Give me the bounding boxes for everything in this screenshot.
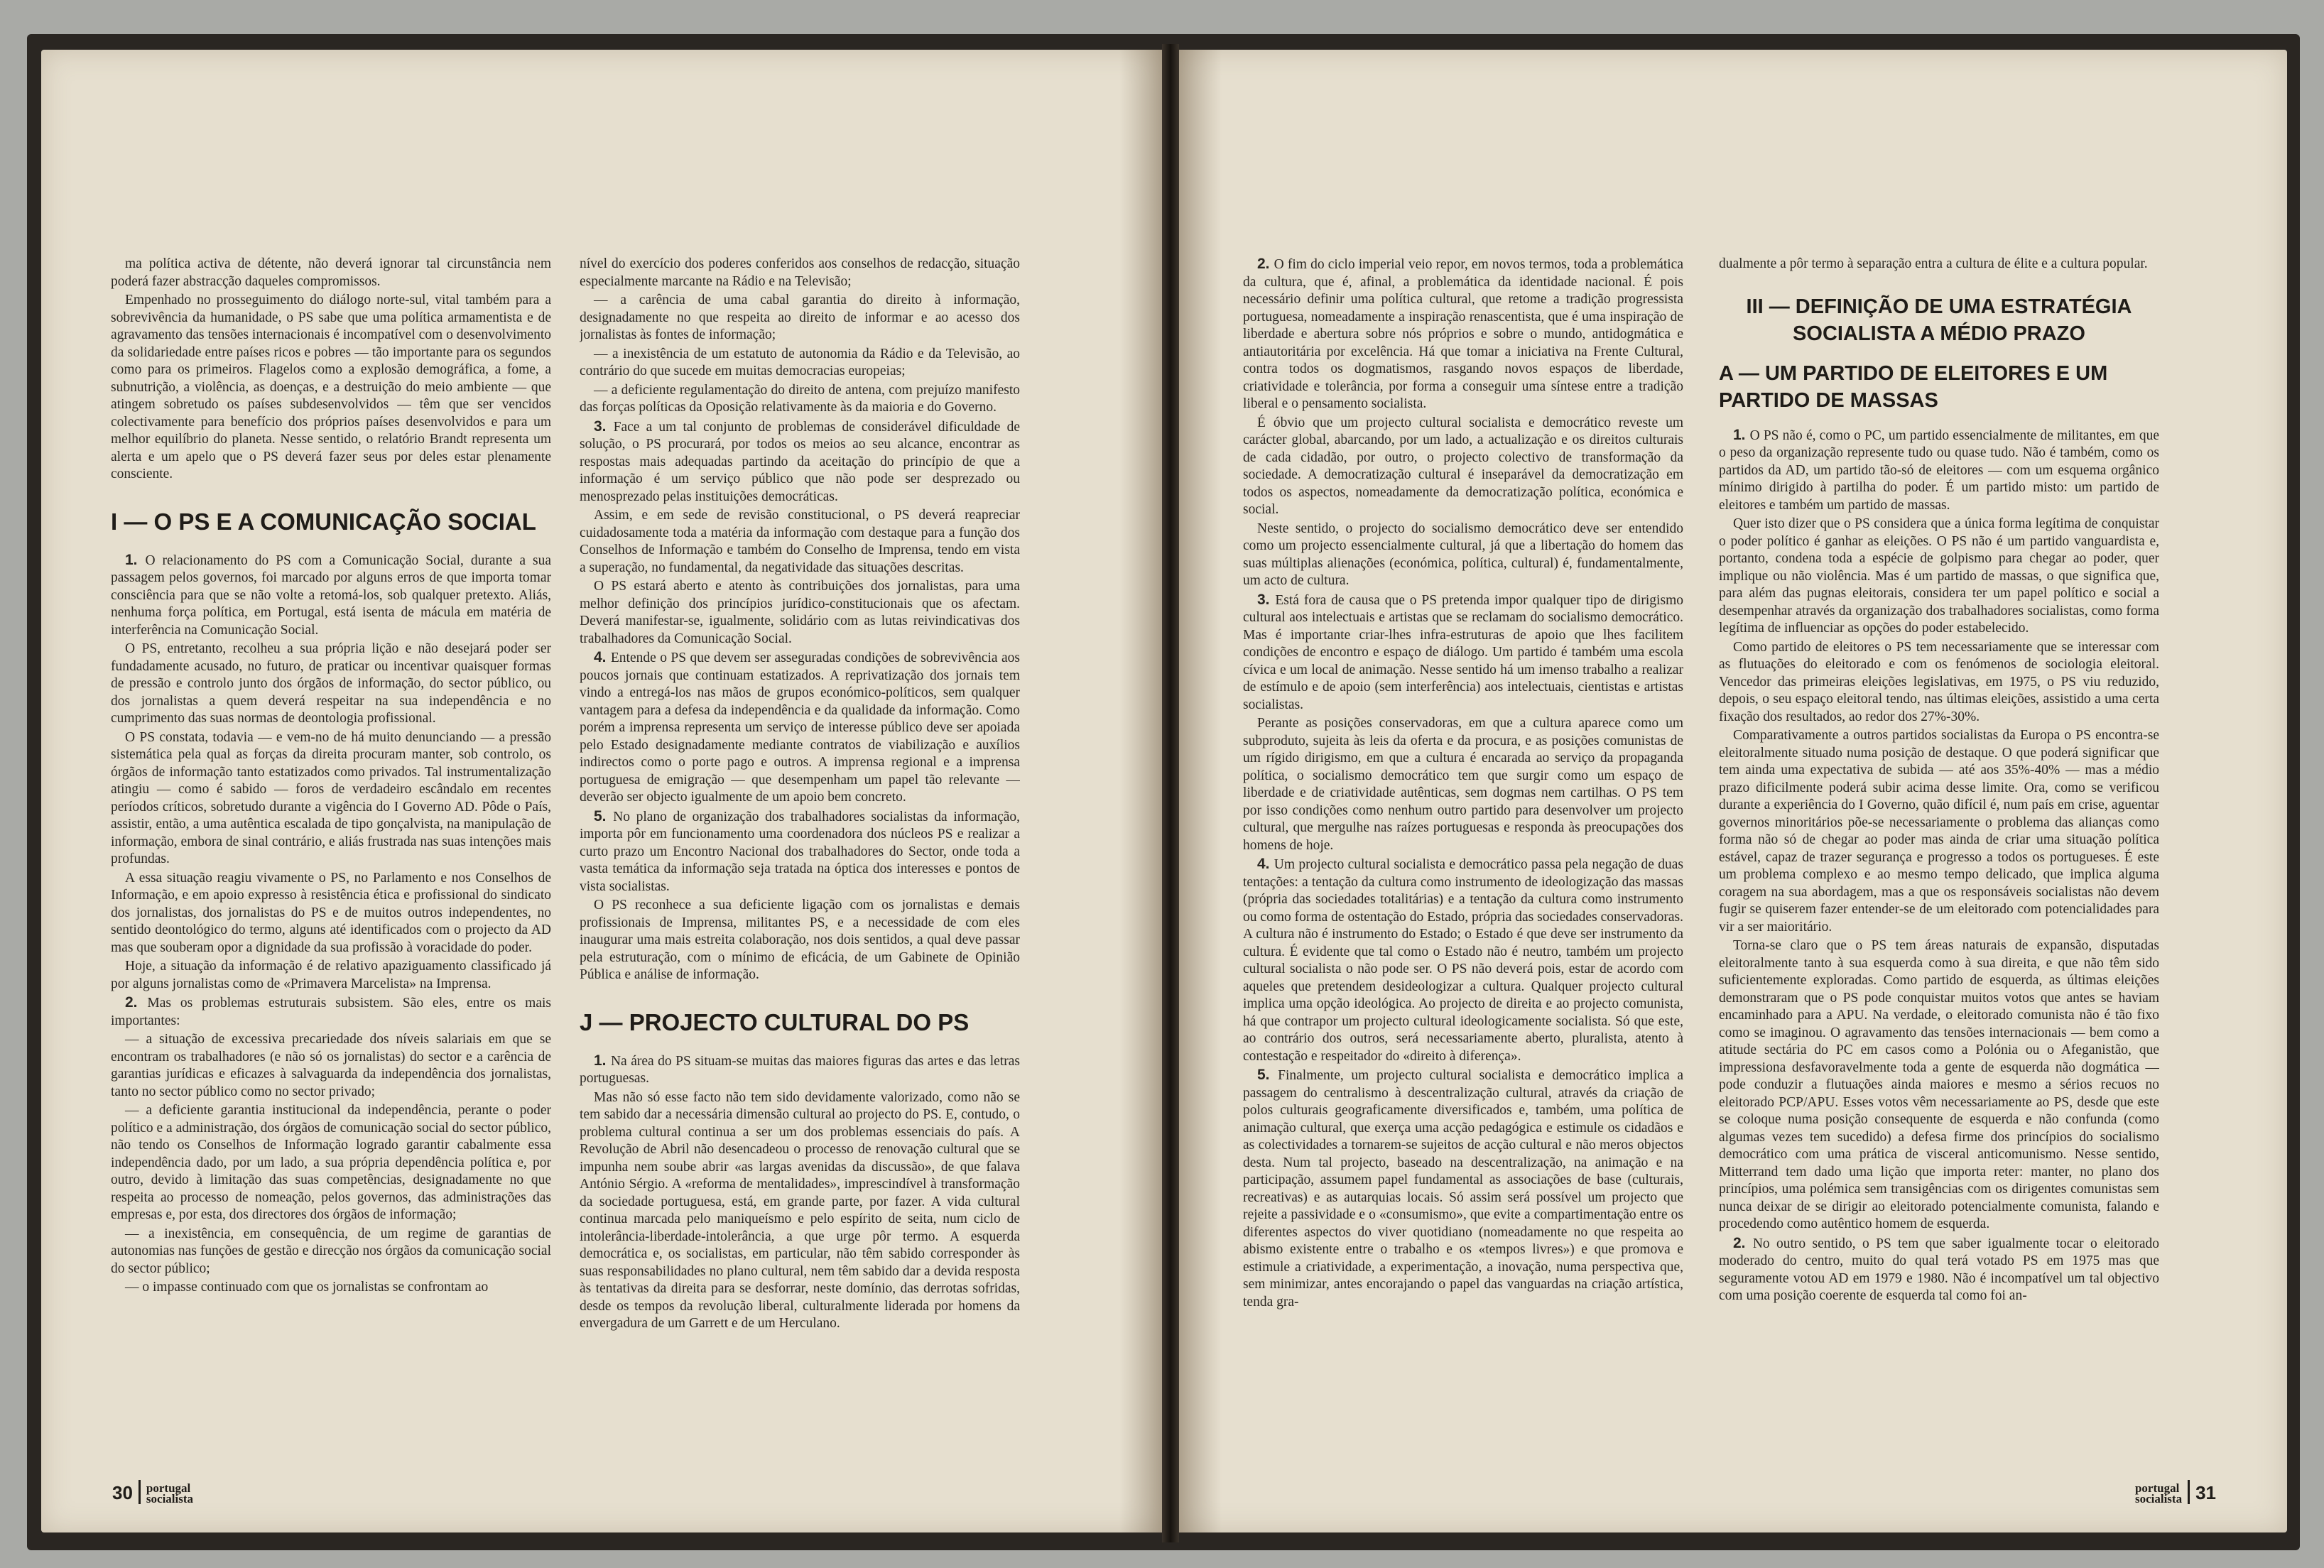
left-page bbox=[41, 50, 1162, 1532]
paragraph bbox=[1243, 856, 1683, 1065]
paragraph bbox=[111, 292, 551, 484]
paragraph-text: O fim do ciclo imperial veio repor, em novos termos, toda a problemática da cultura, que é, afinal, a problemática da identidade nacional. É pois necessário definir uma política cultural, que retome a tradição progressista portuguesa, nomeadamente a inspiração renascentista, que é uma inspiração de liberdade e abertura sobre nós próprios e sobre o mundo, antidogmática e antiautoritária por excelência. Há que tomar a iniciativa na Frente Cultural, contra todos os dogmatismos, rasgando novos espaços de liberdade, criatividade e tolerância, por forma a conseguir uma síntese entre a tradição liberal e o pensamento socialista. bbox=[1243, 257, 1683, 411]
paragraph-number: 4. bbox=[594, 649, 611, 665]
paragraph bbox=[1719, 639, 2159, 726]
paragraph-text: No outro sentido, o PS tem que saber igualmente tocar o eleitorado moderado do centro, muito do qual terá votado PS em 1975 mas que seguramente votou AD em 1979 e 1980. Não é incompatível um tal objectivo com uma posição coerente de esquerda tal como foi an- bbox=[1719, 1236, 2159, 1303]
paragraph-text: Empenhado no prosseguimento do diálogo norte-sul, vital também para a sobrevivência da humanidade, o PS sabe que uma política armamentista e de agravamento das tensões internacionais é incompatível com o desenvolvimento da solidariedade entre países ricos e pobres — tão importante para os segundos como para os primeiros. Flagelos como a explosão demográfica, a fome, a subnutrição, a violência, as doenças, e a destruição do meio ambiente — que atingem sobretudo os países subdesenvolvidos — têm que ser vencidos colectivamente para benefício dos próprios países desenvolvidos e para um melhor equilíbrio do planeta. Nesse sentido, o relatório Brandt representa um alerta e um apelo que o PS deverá fazer seus por deles estar plenamente consciente. bbox=[111, 293, 551, 481]
paragraph-text: Assim, e em sede de revisão constitucional, o PS deverá reapreciar cuidadosamente toda a matéria da informação com destaque para a função dos Conselhos de Informação e também do Conselho de Imprensa, tendo em vista a superação, no fundamental, da negatividade das situações descritas. bbox=[580, 508, 1020, 575]
paragraph bbox=[580, 1089, 1020, 1333]
paragraph-text: dualmente a pôr termo à separação entra a cultura de élite e a cultura popular. bbox=[1719, 256, 2148, 271]
footer-divider bbox=[2188, 1480, 2190, 1504]
paragraph bbox=[1243, 256, 1683, 413]
paragraph-text: Como partido de eleitores o PS tem necessariamente que se interessar com as flutuações do eleitorado e com os fenómenos de sociologia eleitoral. Vencedor das primeiras eleições legislativas, em 1975, o PS viu reduzido, depois, o seu espaço eleitoral tendo, nas últimas eleições, assistido a uma certa fixação dos resultados, ao redor dos 27%-30%. bbox=[1719, 639, 2159, 724]
paragraph bbox=[111, 1031, 551, 1101]
paragraph-text: No plano de organização dos trabalhadores socialistas da informação, importa pôr em funcionamento uma coordenadora dos núcleos PS e realizar a curto prazo um Encontro Nacional dos trabalhadores do Sector, onde toda a vasta temática da informação seja tratada na óptica dos interesses e pontos de vista socialistas. bbox=[580, 809, 1020, 894]
paragraph-text: Mas não só esse facto não tem sido devidamente valorizado, como não se tem sabido dar a necessária dimensão cultural ao projecto do PS. E, contudo, o problema cultural continua a ser um dos problemas essenciais do país. A Revolução de Abril não desencadeou o processo de renovação cultural que se impunha nem soube abrir «as largas avenidas da discussão», de que falava António Sérgio. A «reforma de mentalidades», imprescindível à transformação da sociedade portuguesa, está, em grande parte, por fazer. A vida cultural continua marcada pelo maniqueísmo e pelo espírito de seita, num ciclo de intolerância-liberdade-intolerância, a que urge pôr termo. A esquerda democrática e, os socialistas, em particular, não têm sabido corresponder às suas responsabilidades no plano cultural, nem têm sabido dar a devida resposta às tentativas da direita para se desforrar, neste domínio, das derrotas sofridas, desde os tempos da revolução liberal, culturalmente liderada por homens da envergadura de um Garrett e de um Herculano. bbox=[580, 1089, 1020, 1331]
paragraph bbox=[1719, 937, 2159, 1234]
magazine-spread bbox=[27, 34, 2300, 1550]
paragraph bbox=[1243, 715, 1683, 854]
paragraph bbox=[580, 346, 1020, 381]
paragraph-text: Está fora de causa que o PS pretenda impor qualquer tipo de dirigismo cultural aos intelectuais e artistas que se reclamam do socialismo democrático. Mas é importante criar-lhes infra-estruturas de apoio que lhes facilitem condições de encontro e espaço de diálogo. Um partido é também uma escola cívica e um local de animação. Nesse sentido há um imenso trabalho a realizar de estímulo e de apoio (sem interferência) aos intelectuais, cientistas e artistas socialistas. bbox=[1243, 592, 1683, 712]
paragraph-text: A essa situação reagiu vivamente o PS, no Parlamento e nos Conselhos de Informação, e em apoio expresso à resistência ética e profissional do sindicato dos jornalistas, dos jornalistas do PS e de muitos outros independentes, no sentido deontológico do termo, alguns até identificados com o projecto da AD mas que souberam opor a dignidade da sua profissão à voracidade do poder. bbox=[111, 870, 551, 955]
paragraph-text: Hoje, a situação da informação é de relativo apaziguamento classificado já por alguns jornalistas como de «Primavera Marcelista» na Imprensa. bbox=[111, 959, 551, 991]
paragraph bbox=[111, 1102, 551, 1224]
paragraph-number: 5. bbox=[594, 807, 614, 824]
paragraph-text: — a deficiente garantia institucional da independência, perante o poder político e a administração, dos órgãos de comunicação social do sector público, não tendo os Conselhos de Informação logrado garantir cabalmente essa independência dado, por um lado, a sua própria dependência política e, por outro, devido à limitação das suas competências, designadamente no que respeita ao processo de nomeação, pelos governos, das administrações das empresas e, por esta, dos directores dos órgãos de informação; bbox=[111, 1103, 551, 1222]
paragraph bbox=[580, 382, 1020, 417]
paragraph bbox=[111, 958, 551, 993]
paragraph bbox=[111, 870, 551, 957]
paragraph-text: É óbvio que um projecto cultural socialista e democrático reveste um carácter global, abarcando, por um lado, a actualização e os direitos culturais de cada cidadão, por outro, o projecto colectivo de transformação da sociedade. A democratização cultural é inseparável da democratização em todos os aspectos, nomeadamente da democratização política, económica e social. bbox=[1243, 415, 1683, 517]
paragraph-text: — a inexistência, em consequência, de um regime de garantias de autonomias nas funções de gestão e direcção nos órgãos da comunicação social do sector público; bbox=[111, 1226, 551, 1276]
logo-line: socialista bbox=[2134, 1492, 2183, 1506]
paragraph bbox=[1243, 521, 1683, 590]
paragraph-text: O PS não é, como o PC, um partido essencialmente de militantes, em que o peso da organização represente tudo ou quase tudo. Não é também, como os partidos da AD, um partido tão-só de eleitores — com um esquema orgânico mínimo dirigido à partilha do poder. É um partido misto: um partido de eleitores e também um partido de massas. bbox=[1719, 428, 2159, 513]
paragraph bbox=[1243, 415, 1683, 519]
section-heading: J — PROJECTO CULTURAL DO PS bbox=[580, 1008, 970, 1035]
paragraph-text: Quer isto dizer que o PS considera que a única forma legítima de conquistar o poder político é ganhar as eleições. O PS não é um partido vanguardista e, portanto, condena toda a espécie de golpismo para chegar ao poder, quer implique ou não violência. Mas é um partido de massas, o que significa que, para além das pugnas eleitorais, considera ter um papel político e social a desempenhar através da organização dos trabalhadores socialistas, como forma legítima de influenciar as opções do poder estabelecido. bbox=[1719, 516, 2159, 636]
paragraph-text: — a situação de excessiva precariedade dos níveis salariais em que se encontram os trabalhadores (e não só os jornalistas) do sector e a carência de garantias jurídicas e eficazes à salvaguarda da independência dos jornalistas, tanto no sector público como no sector privado; bbox=[111, 1032, 551, 1099]
footer-divider bbox=[139, 1480, 141, 1504]
paragraph bbox=[111, 256, 551, 290]
right-page bbox=[1179, 50, 2287, 1532]
paragraph bbox=[1719, 516, 2159, 638]
paragraph bbox=[111, 729, 551, 869]
paragraph-number: 2. bbox=[1257, 256, 1274, 272]
section-heading: I — O PS E A COMUNICAÇÃO SOCIAL bbox=[111, 508, 536, 535]
left-column-2 bbox=[580, 256, 1020, 1477]
paragraph-text: Mas os problemas estruturais subsistem. São eles, entre os mais importantes: bbox=[111, 996, 551, 1028]
paragraph-text: Torna-se claro que o PS tem áreas naturais de expansão, disputadas eleitoralmente tanto à sua esquerda como à sua direita, e que não têm sido suficientemente exploradas. Como partido de esquerda, as últimas eleições demonstraram que o PS pode conquistar muitos votos que antes se haviam encaminhado para a APU. Na verdade, o eleitorado comunista não é tão fixo como se imaginou. O agravamento das tensões internacionais — bem como a atitude sectária do PC em casos como a Polónia ou o Afeganistão, que impressiona desfavoravelmente toda a gente de esquerda não dogmática — pode conduzir a flutuações ainda maiores e mesmo a sérios recuos no eleitorado PCP/APU. Esses votos vêm necessariamente ao PS, desde que este se coloque numa posição consequente de esquerda e não confunda (como algumas vezes tem sucedido) a defesa firme dos princípios do socialismo democrático com uma prática de visceral anticomunismo. Nesse sentido, Mitterrand tem dado uma lição que importa reter: manter, no plano dos princípios, uma polémica sem transigências com os dirigentes comunistas sem nunca deixar de se dirigir ao eleitorado potencialmente comunista, falando e procedendo como autêntico homem de esquerda. bbox=[1719, 938, 2159, 1231]
page-footer bbox=[2135, 1480, 2216, 1504]
paragraph-text: O PS constata, todavia — e vem-no de há muito denunciando — a pressão sistemática pela qual as forças da direita procuram manter, sob controlo, os órgãos de informação tanto estatizados como privados. Tal instrumentalização atingiu — como é sabido — foros de verdadeiro escândalo em recentes períodos críticos, sobretudo durante a vigência do I Governo AD. Pôde o País, assistir, então, a uma autêntica escalada de tipo gonçalvista, na manipulação de informação, embora de sinal contrário, e aliás frustrada nas suas intenções mais profundas. bbox=[111, 729, 551, 866]
paragraph-number: 4. bbox=[1257, 856, 1274, 872]
paragraph-text: O relacionamento do PS com a Comunicação Social, durante a sua passagem pelos governos, foi marcado por alguns erros de que importa tomar consciência para que se não volte a retomá-los, sob qualquer pretexto. Aliás, nenhuma força política, em Portugal, está isenta de mácula em matéria de interferência na Comunicação Social. bbox=[111, 552, 551, 638]
paragraph bbox=[111, 641, 551, 728]
section-heading: III — DEFINIÇÃO DE UMA ESTRATÉGIA SOCIALISTA A MÉDIO PRAZO bbox=[1746, 295, 2132, 345]
left-column-1 bbox=[111, 256, 551, 1477]
page-footer bbox=[112, 1480, 193, 1504]
paragraph bbox=[580, 649, 1020, 807]
paragraph-text: — a carência de uma cabal garantia do direito à informação, designadamente no que respeita ao direito de informar e ao acesso dos jornalistas às fontes de informação; bbox=[580, 293, 1020, 342]
paragraph bbox=[1719, 1235, 2159, 1305]
paragraph-text: Na área do PS situam-se muitas das maiores figuras das artes e das letras portuguesas. bbox=[580, 1053, 1020, 1086]
gutter-shadow bbox=[1119, 50, 1162, 1532]
paragraph-text: Face a um tal conjunto de problemas de considerável dificuldade de solução, o PS procurará, por todos os meios ao seu alcance, encontrar as respostas mais adequadas partindo da aceitação do princípio de que a informação é um serviço público que não pode ser desprezado ou menosprezado pelas instituições democráticas. bbox=[580, 419, 1020, 504]
paragraph bbox=[580, 256, 1020, 290]
logo-line: portugal bbox=[146, 1481, 191, 1495]
paragraph-number: 3. bbox=[1257, 591, 1276, 608]
paragraph-text: O PS, entretanto, recolheu a sua própria lição e não desejará poder ser fundadamente acusado, no futuro, de praticar ou incentivar quaisquer formas de pressão e controlo junto dos órgãos de informação, do sector público, ou dos jornalistas a quem deverá respeitar na sua independência e no cumprimento das suas normas de deontologia profissional. bbox=[111, 641, 551, 726]
right-column-1 bbox=[1243, 256, 1683, 1477]
paragraph-text: O PS reconhece a sua deficiente ligação com os jornalistas e demais profissionais de Imprensa, militantes PS, e a necessidade de com eles inaugurar uma mais estreita colaboração, nos dois sentidos, a qual deve passar pela estruturação, com o mínimo de eficácia, de um Gabinete de Opinião Pública e análise de informação. bbox=[580, 898, 1020, 982]
logo-line: socialista bbox=[146, 1492, 194, 1506]
paragraph bbox=[580, 1052, 1020, 1088]
paragraph-text: Finalmente, um projecto cultural socialista e democrático implica a passagem do centralismo à descentralização cultural, através da criação de polos culturais geograficamente diversificados e, também, uma política de animação cultural, que exerça uma acção pedagógica e estimule os cidadãos e as colectividades a tornarem-se sujeitos de acção cultural e não meros objectos desta. Num tal projecto, baseado na descentralização, na animação e na participação, assumem papel fundamental as associações de base (culturais, recreativas) e as autarquias locais. Só assim será possível um projecto que rejeite a passividade e o «consumismo», que evite a compartimentação entre os diferentes aspectos do viver quotidiano (nomeadamente no que respeita ao abismo existente entre o trabalho e os «tempos livres») e que promova e estimule a criatividade, a experimentação, a inovação, numa perspectiva que, sem minimizar, antes encorajando o papel das vanguardas na criação artística, tenda gra- bbox=[1243, 1068, 1683, 1310]
section-heading: A — UM PARTIDO DE ELEITORES E UM PARTIDO DE MASSAS bbox=[1719, 361, 2108, 412]
paragraph bbox=[1719, 727, 2159, 936]
paragraph-text: Um projecto cultural socialista e democrático passa pela negação de duas tentações: a tentação da cultura como instrumento de ideologização das massas (própria das sociedades totalitárias) e a tentação da cultura como instrumento ou como forma de ostentação do Estado, própria das sociedades conservadoras. A cultura não é instrumento do Estado; o Estado é que deve ser instrumento da cultura. É evidente que tal como o Estado não é neutro, também um projecto cultural socialista o não pode ser. O PS não deverá pois, estar de acordo com aqueles que pretendem desideologizar a cultura. Qualquer projecto cultural implica uma opção ideológica. Ao projecto de direita e ao projecto comunista, há que contrapor um projecto cultural ideologicamente socialista. Só que este, ao contrário dos outros, será necessariamente aberto, pluralista, atento à contestação e respeitador do «direito à diferença». bbox=[1243, 857, 1683, 1064]
paragraph bbox=[580, 808, 1020, 896]
publication-logo bbox=[2135, 1483, 2182, 1504]
paragraph-text: — a deficiente regulamentação do direito de antena, com prejuízo manifesto das forças políticas da Oposição relativamente às da maioria e do Governo. bbox=[580, 382, 1020, 415]
right-column-2 bbox=[1719, 256, 2159, 1477]
logo-line: portugal bbox=[2134, 1481, 2180, 1495]
page-number: 30 bbox=[112, 1482, 133, 1503]
paragraph-text: Neste sentido, o projecto do socialismo democrático deve ser entendido como um projecto essencialmente cultural, já que a libertação do homem das suas múltiplas alienações (económica, política, cultural) é, fundamentalmente, um acto de cultura. bbox=[1243, 521, 1683, 588]
paragraph-text: Comparativamente a outros partidos socialistas da Europa o PS encontra-se eleitoralmente situado numa posição de destaque. O que poderá significar que tem ainda uma expectativa de subida — até aos 35%-40% — mas a médio prazo dificilmente poderá subir acima desse limite. Ora, como se verificou durante a experiência do I Governo, quão difícil é, num país em crise, aguentar governos minoritários põe-se necessariamente o problema das alianças como forma não só de chegar ao poder mas ainda de criar uma situação política estável, capaz de trazer segurança e progresso a todos os portugueses. É este um problema complexo e ao mesmo tempo delicado, que implica alguma coragem na sua abordagem, mas a que os responsáveis socialistas não devem fugir se quiserem fazer entender-se de um eleitorado com potencialidades para vir a ser maioritário. bbox=[1719, 728, 2159, 935]
page-number: 31 bbox=[2195, 1482, 2216, 1503]
gutter-shadow bbox=[1179, 50, 1222, 1532]
paragraph bbox=[111, 552, 551, 640]
paragraph-number: 3. bbox=[594, 418, 614, 435]
paragraph bbox=[580, 578, 1020, 648]
paragraph bbox=[580, 897, 1020, 984]
paragraph-number: 2. bbox=[1733, 1234, 1753, 1251]
paragraph bbox=[580, 507, 1020, 577]
paragraph-number: 2. bbox=[125, 994, 148, 1011]
paragraph bbox=[111, 1279, 551, 1297]
paragraph bbox=[1243, 1067, 1683, 1311]
paragraph-number: 5. bbox=[1257, 1067, 1278, 1083]
paragraph-text: O PS estará aberto e atento às contribuições dos jornalistas, para uma melhor definição dos princípios jurídico-constitucionais que os afectam. Deverá manifestar-se, igualmente, solidário com as lutas reivindicativas dos trabalhadores da Comunicação Social. bbox=[580, 579, 1020, 646]
paragraph bbox=[111, 1226, 551, 1278]
paragraph-text: — a inexistência de um estatuto de autonomia da Rádio e da Televisão, ao contrário do que sucede em muitas democracias europeias; bbox=[580, 346, 1020, 379]
paragraph bbox=[580, 292, 1020, 344]
paragraph-text: nível do exercício dos poderes conferidos aos conselhos de redacção, situação especialmente marcante na Rádio e na Televisão; bbox=[580, 256, 1020, 289]
paragraph-number: 1. bbox=[1733, 426, 1750, 443]
paragraph-text: Entende o PS que devem ser asseguradas condições de sobrevivência aos poucos jornais que continuam estatizados. A reprivatização dos jornais tem vindo a entregá-los nas mãos de grupos económico-políticos, sem qualquer vantagem para a defesa da independência e da qualidade da informação. Como porém a imprensa representa um serviço de interesse público deve ser apoiada pelo Estado designadamente mediante contratos de viabilização e auxílios indirectos como o porte pago e outros. A imprensa regional e a imprensa portuguesa de emigração — que desempenham um papel tão relevante — deverão ser objecto igualmente de um apoio bem concreto. bbox=[580, 650, 1020, 805]
paragraph-number: 1. bbox=[125, 551, 146, 568]
paragraph-text: Perante as posições conservadoras, em que a cultura aparece como um subproduto, sujeita às leis da oferta e da procura, e as posições comunistas de um rígido dirigismo, em que a cultura é encarada ao serviço da propaganda política, o socialismo democrático tem que surgir como um espaço de liberdade e de criatividade autênticas, sem dogmas nem cartilhas. O PS tem por isso condições como nenhum outro partido para desenvolver um projecto cultural, que mergulhe nas raízes portuguesas e responda às preocupações dos homens de hoje. bbox=[1243, 716, 1683, 853]
paragraph bbox=[1243, 592, 1683, 714]
paragraph bbox=[1719, 256, 2159, 273]
paragraph bbox=[1719, 427, 2159, 515]
publication-logo bbox=[146, 1483, 193, 1504]
paragraph bbox=[580, 418, 1020, 506]
paragraph bbox=[111, 994, 551, 1030]
paragraph-number: 1. bbox=[594, 1052, 611, 1069]
paragraph-text: ma política activa de détente, não deverá ignorar tal circunstância nem poderá fazer abstracção daqueles compromissos. bbox=[111, 256, 551, 289]
binding-spine bbox=[1162, 44, 1179, 1542]
paragraph-text: — o impasse continuado com que os jornalistas se confrontam ao bbox=[125, 1280, 489, 1295]
